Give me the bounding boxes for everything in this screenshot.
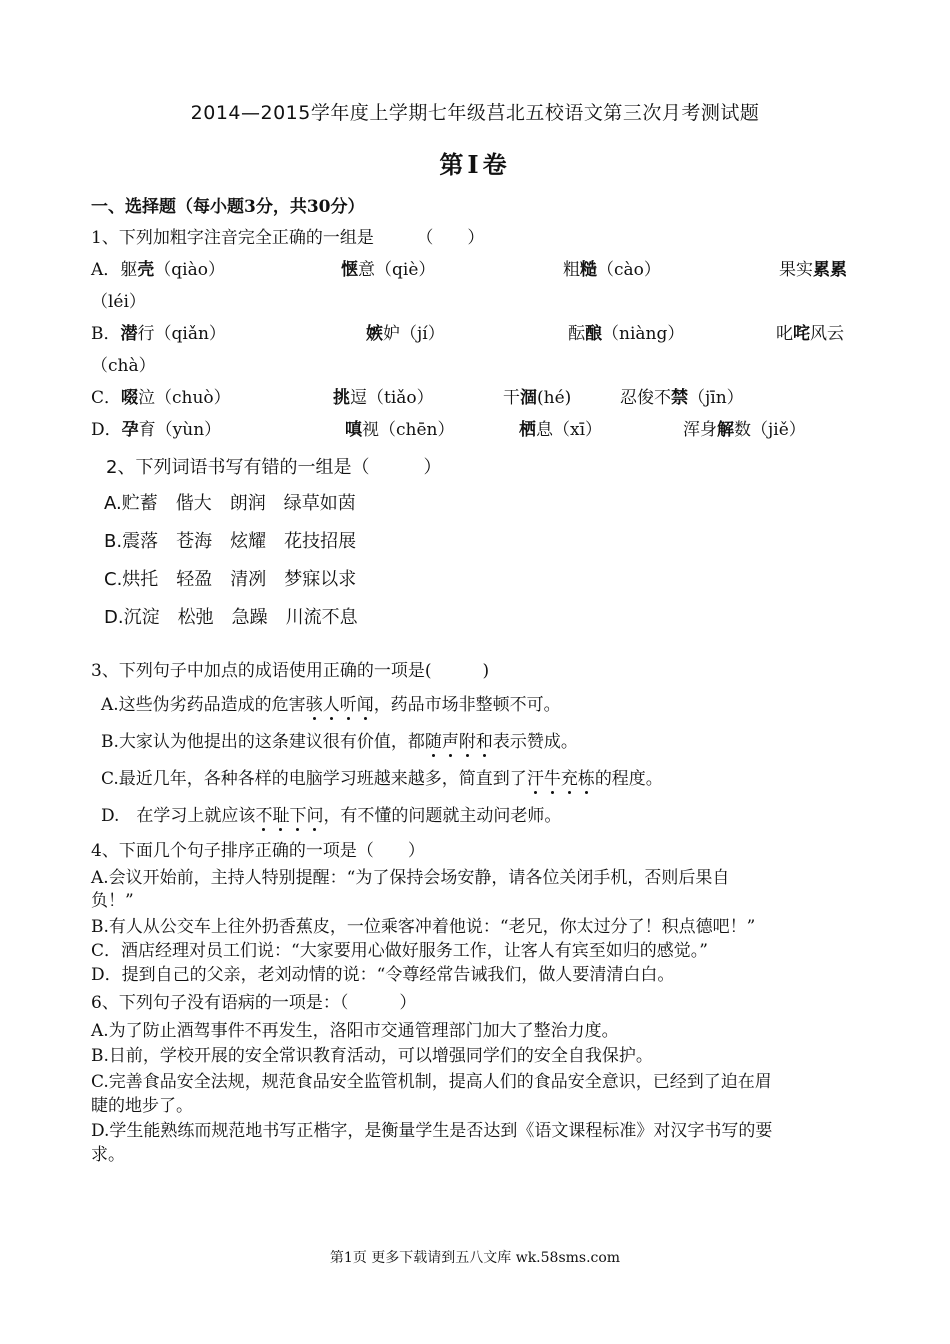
q6-option-c: C.完善食品安全法规，规范食品安全监管机制，提高人们的食品安全意识，已经到了迫在眉 bbox=[91, 1072, 772, 1092]
q6-option-b: B.日前，学校开展的安全常识教育活动，可以增强同学们的安全自我保护。 bbox=[91, 1046, 653, 1066]
q1-option-a-3: 粗糙（cào） bbox=[563, 260, 661, 280]
q6-option-c-wrap: 睫的地步了。 bbox=[91, 1096, 193, 1116]
q3-option-d: D. 在学习上就应该不耻下问，有不懂的问题就主动问老师。 bbox=[101, 806, 562, 826]
q4-option-a-wrap: 负！” bbox=[91, 891, 134, 911]
q4-option-d: D．提到自己的父亲，老刘动情的说：“令尊经常告诫我们，做人要清清白白。 bbox=[91, 965, 675, 985]
q1-option-a-2: 惬意（qiè） bbox=[341, 260, 436, 280]
q3-option-c: C.最近几年，各种各样的电脑学习班越来越多，简直到了汗牛充栋的程度。 bbox=[101, 769, 663, 789]
q4-option-c: C．酒店经理对员工们说：“大家要用心做好服务工作，让客人有宾至如归的感觉。” bbox=[91, 941, 708, 961]
q6-option-a: A.为了防止酒驾事件不再发生，洛阳市交通管理部门加大了整治力度。 bbox=[91, 1021, 619, 1041]
q4-stem: 4、下面几个句子排序正确的一项是（ ） bbox=[91, 841, 425, 861]
q1-option-a-wrap: （léi） bbox=[91, 292, 146, 312]
exam-title: 2014—2015学年度上学期七年级莒北五校语文第三次月考测试题 bbox=[190, 102, 760, 124]
dotted-idiom: 汗牛充栋 bbox=[526, 769, 595, 789]
q4-option-b: B.有人从公交车上往外扔香蕉皮，一位乘客冲着他说：“老兄，你太过分了！积点德吧！” bbox=[91, 917, 756, 937]
q3-stem: 3、下列句子中加点的成语使用正确的一项是( ) bbox=[91, 661, 490, 681]
page-footer: 第1页 更多下载请到五八文库 wk.58sms.com bbox=[329, 1250, 621, 1266]
q1-option-c-4: 忍俊不禁（jīn） bbox=[620, 388, 744, 408]
q1-option-b-4: 叱咤风云 bbox=[776, 324, 844, 344]
q1-option-a-1: A．躯壳（qiào） bbox=[91, 260, 225, 280]
q1-option-d-2: 嗔视（chēn） bbox=[345, 420, 455, 440]
q3-option-b: B.大家认为他提出的这条建议很有价值，都随声附和表示赞成。 bbox=[101, 732, 578, 752]
q1-option-b-3: 酝酿（niàng） bbox=[568, 324, 685, 344]
dotted-idiom: 不耻下问 bbox=[255, 806, 324, 826]
q6-stem: 6、下列句子没有语病的一项是：（ ） bbox=[91, 993, 417, 1013]
dotted-idiom: 骇人听闻 bbox=[305, 695, 374, 715]
q1-option-d-3: 栖息（xī） bbox=[519, 420, 603, 440]
q2-option-c: C.烘托 轻盈 清冽 梦寐以求 bbox=[104, 569, 357, 590]
q1-option-c-2: 挑逗（tiǎo） bbox=[333, 388, 434, 408]
q1-option-c-3: 干涸(hé) bbox=[503, 388, 572, 408]
q2-option-d: D.沉淀 松弛 急躁 川流不息 bbox=[104, 607, 358, 628]
q1-option-d-4: 浑身解数（jiě） bbox=[683, 420, 806, 440]
q1-stem: 1、下列加粗字注音完全正确的一组是 （ ） bbox=[91, 228, 485, 248]
volume-heading: 第Ⅰ卷 bbox=[439, 150, 511, 179]
q1-option-c-1: C．啜泣（chuò） bbox=[91, 388, 231, 408]
q1-option-b-2: 嫉妒（jí） bbox=[366, 324, 445, 344]
q1-option-d-1: D．孕育（yùn） bbox=[91, 420, 222, 440]
q6-option-d: D.学生能熟练而规范地书写正楷字，是衡量学生是否达到《语文课程标准》对汉字书写的要 bbox=[91, 1121, 773, 1141]
q6-option-d-wrap: 求。 bbox=[91, 1145, 125, 1165]
q4-option-a: A.会议开始前，主持人特别提醒：“为了保持会场安静，请各位关闭手机，否则后果自 bbox=[91, 868, 730, 888]
q1-option-b-wrap: （chà） bbox=[91, 356, 156, 376]
q1-option-b-1: B．潜行（qiǎn） bbox=[91, 324, 226, 344]
q1-option-a-4: 果实累累 bbox=[779, 260, 847, 280]
q2-option-a: A.贮蓄 偕大 朗润 绿草如茵 bbox=[104, 493, 356, 514]
q2-option-b: B.震落 苍海 炫耀 花技招展 bbox=[104, 531, 357, 552]
dotted-idiom: 随声附和 bbox=[424, 732, 493, 752]
q3-option-a: A.这些伪劣药品造成的危害骇人听闻，药品市场非整顿不可。 bbox=[101, 695, 561, 715]
q2-stem: 2、下列词语书写有错的一组是（ ） bbox=[106, 457, 442, 478]
section-heading: 一、选择题（每小题3分，共30分） bbox=[91, 197, 365, 217]
